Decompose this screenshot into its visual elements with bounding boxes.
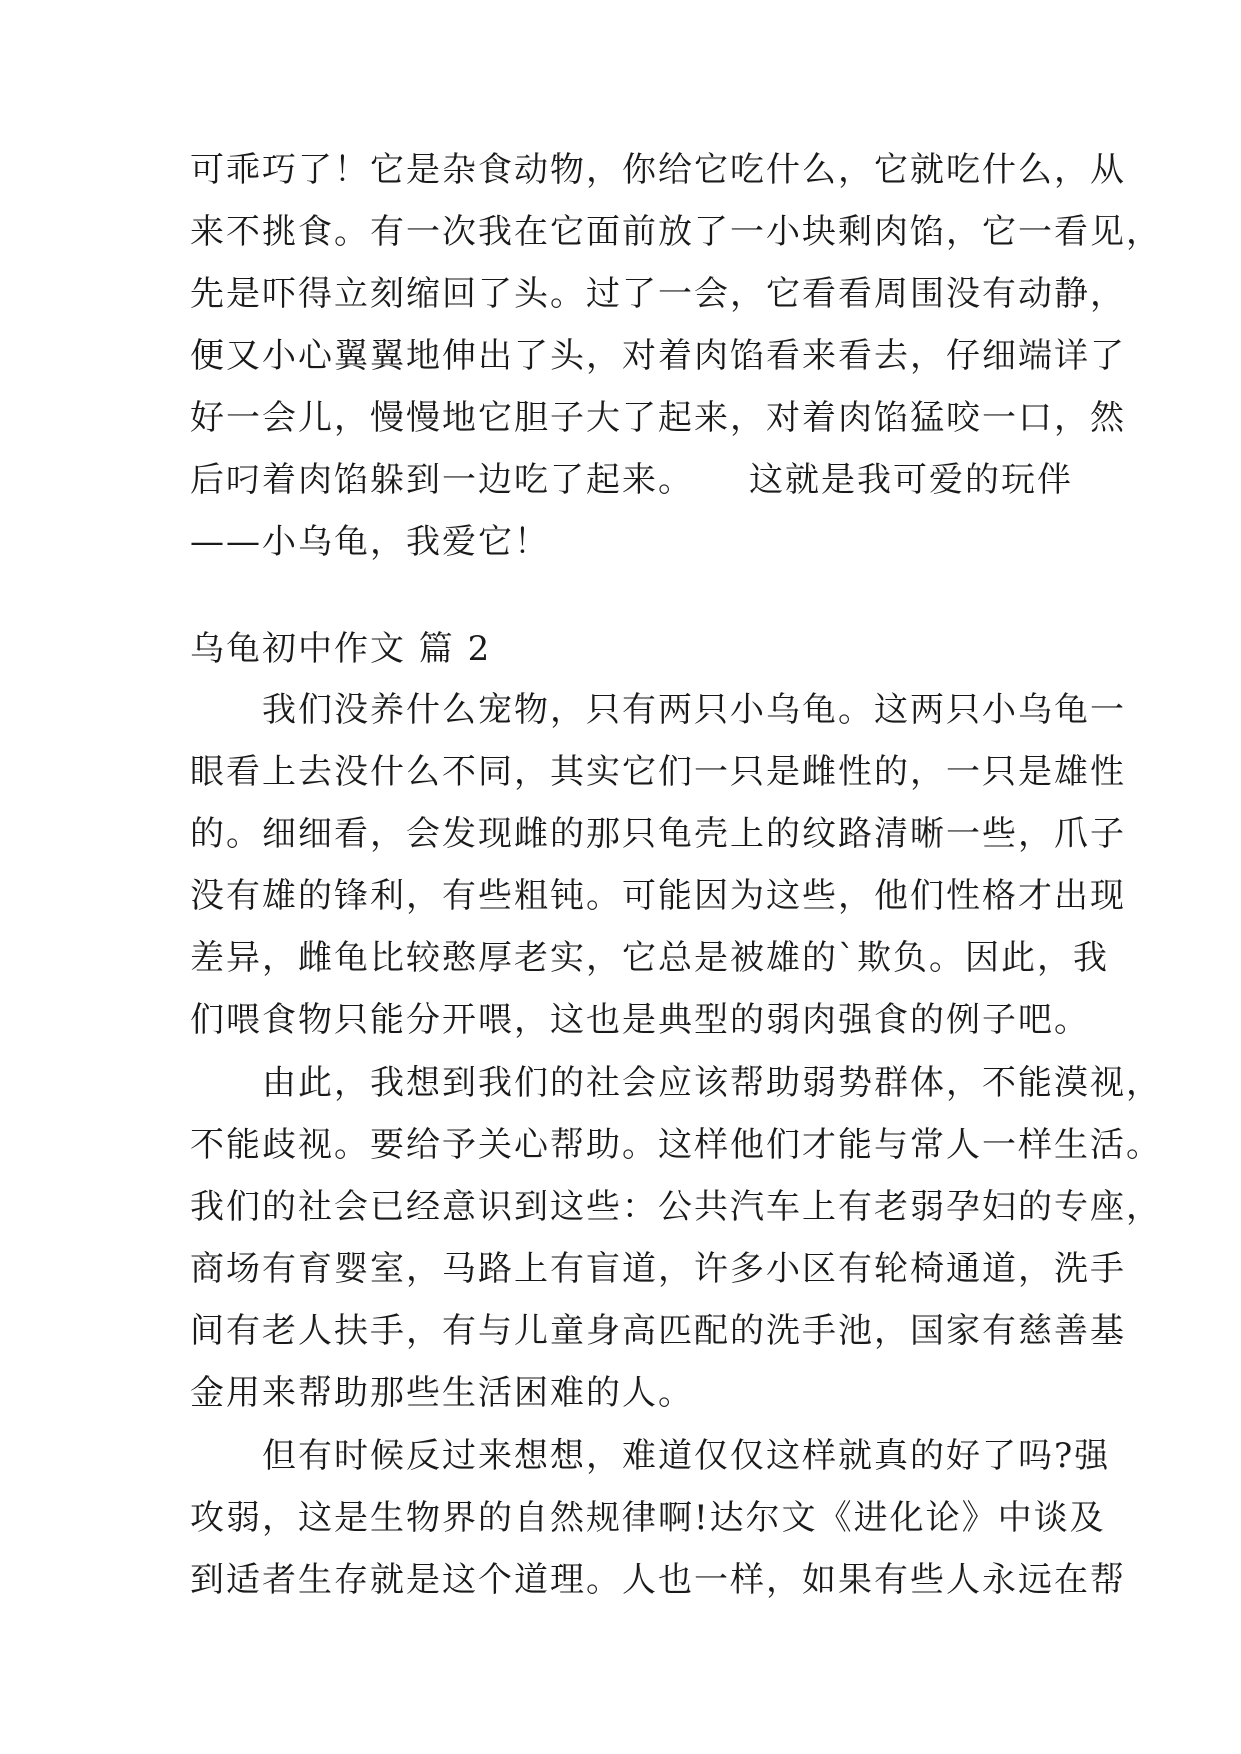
text-line: 间有老人扶手，有与儿童身高匹配的洗手池，国家有慈善基 — [190, 1311, 1126, 1351]
text-line: 由此，我想到我们的社会应该帮助弱势群体，不能漠视， — [190, 1063, 1162, 1103]
text-line: 们喂食物只能分开喂，这也是典型的弱肉强食的例子吧。 — [190, 1000, 1090, 1040]
text-line: 便又小心翼翼地伸出了头，对着肉馅看来看去，仔细端详了 — [190, 336, 1126, 376]
text-line: 好一会儿，慢慢地它胆子大了起来，对着肉馅猛咬一口，然 — [190, 398, 1126, 438]
text-line: ——小乌龟，我爱它！ — [190, 522, 550, 562]
text-line: 我们的社会已经意识到这些：公共汽车上有老弱孕妇的专座， — [190, 1187, 1162, 1227]
text-line: 来不挑食。有一次我在它面前放了一小块剩肉馅，它一看见， — [190, 212, 1162, 252]
text-line: 我们没养什么宠物，只有两只小乌龟。这两只小乌龟一 — [190, 690, 1126, 730]
text-line: 先是吓得立刻缩回了头。过了一会，它看看周围没有动静， — [190, 274, 1126, 314]
text-line: 不能歧视。要给予关心帮助。这样他们才能与常人一样生活。 — [190, 1125, 1162, 1165]
section-heading: 乌龟初中作文 篇 2 — [190, 629, 492, 669]
text-line: 商场有育婴室，马路上有盲道，许多小区有轮椅通道，洗手 — [190, 1249, 1126, 1289]
text-line: 到适者生存就是这个道理。人也一样，如果有些人永远在帮 — [190, 1560, 1126, 1600]
text-line: 后叼着肉馅躲到一边吃了起来。 这就是我可爱的玩伴 — [190, 460, 1073, 500]
text-line: 没有雄的锋利，有些粗钝。可能因为这些，他们性格才出现 — [190, 876, 1126, 916]
text-line: 的。细细看，会发现雌的那只龟壳上的纹路清晰一些，爪子 — [190, 814, 1126, 854]
text-line: 金用来帮助那些生活困难的人。 — [190, 1373, 694, 1413]
text-line: 但有时候反过来想想，难道仅仅这样就真的好了吗?强 — [190, 1436, 1111, 1476]
text-line: 可乖巧了！它是杂食动物，你给它吃什么，它就吃什么，从 — [190, 150, 1126, 190]
text-line: 攻弱，这是生物界的自然规律啊!达尔文《进化论》中谈及 — [190, 1498, 1106, 1538]
text-line: 差异，雌龟比较憨厚老实，它总是被雄的`欺负。因此，我 — [190, 938, 1109, 978]
text-line: 眼看上去没什么不同，其实它们一只是雌性的，一只是雄性 — [190, 752, 1126, 792]
